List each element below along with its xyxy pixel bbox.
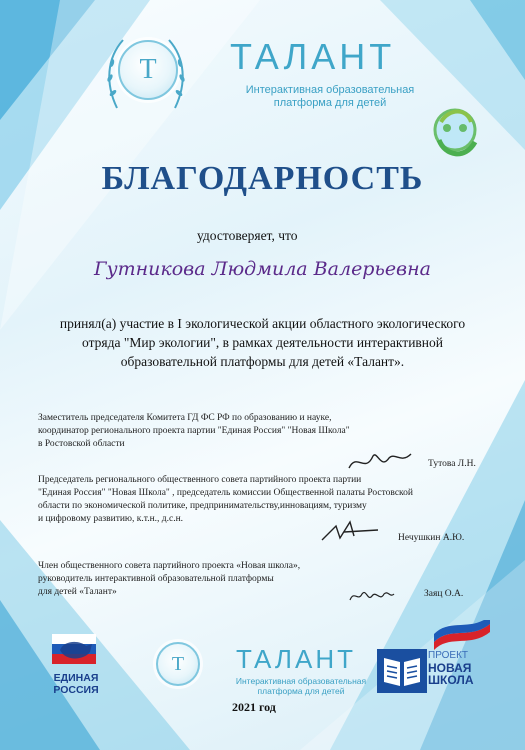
open-book-icon [376, 648, 428, 694]
year-text: 2021 год [232, 700, 276, 714]
recipient-name: Гутникова Людмила Валерьевна [94, 258, 431, 280]
brand-name-bottom: ТАЛАНТ [236, 644, 356, 674]
signatory-1-line-1: Заместитель председателя Комитета ГД ФС РФ по образованию и науке, [38, 413, 332, 423]
body-line-3: образовательной платформы для детей «Талант». [120, 354, 405, 369]
signatory-3-title [38, 560, 358, 599]
intro-text: удостоверяет, что [197, 228, 298, 243]
signature-1 [345, 448, 415, 476]
body-line-1: принял(а) участие в I экологической акции областного экологического [59, 316, 466, 331]
eco-globe-icon [425, 98, 485, 168]
signatory-2-title [38, 474, 458, 526]
signatory-1-title [38, 412, 418, 451]
brand-name: ТАЛАНТ [230, 36, 396, 77]
signatory-2-line-3: области по экономической политике, предпринимательству,инновациям, туризму [38, 501, 367, 511]
talent-logo-bottom [156, 642, 200, 686]
tagline-bottom-line-1: Интерактивная образовательная [235, 676, 367, 686]
tagline-line-1: Интерактивная образовательная [245, 84, 415, 96]
project-line-2: НОВАЯ [428, 661, 472, 675]
document-title: БЛАГОДАРНОСТЬ [101, 160, 424, 197]
tagline-bottom-line-2: платформа для детей [257, 686, 345, 696]
signatory-2-line-1: Председатель регионального общественного совета партийного проекта партии [38, 475, 362, 485]
party-line-1: ЕДИНАЯ [53, 672, 99, 684]
logo-letter-bottom: Т [171, 652, 185, 675]
project-logo-text [428, 650, 492, 686]
brand-tagline-bottom [226, 676, 376, 696]
signatory-1-name: Тутова Л.Н. [428, 459, 476, 469]
tagline-line-2: платформа для детей [273, 97, 387, 109]
signatory-3-line-1: Член общественного совета партийного проекта «Новая школа», [38, 561, 301, 571]
signature-2 [318, 516, 384, 546]
signatory-2-name: Нечушкин А.Ю. [398, 533, 465, 543]
flag-ribbon-icon [432, 620, 492, 650]
bear-flag-icon [50, 630, 100, 670]
body-text [30, 314, 495, 371]
project-line-3: ШКОЛА [428, 673, 474, 687]
body-line-2: отряда "Мир экологии", в рамках деятельности интерактивной [82, 335, 443, 350]
signatory-3-name: Заяц О.А. [424, 589, 464, 599]
party-logo-text [44, 672, 108, 696]
project-line-1: ПРОЕКТ [428, 650, 469, 661]
logo-letter: Т [139, 54, 157, 85]
signatory-3-line-3: для детей «Талант» [38, 587, 117, 597]
signatory-2-line-4: и цифровому развитию, к.т.н., д.с.н. [38, 514, 184, 524]
party-line-2: РОССИЯ [53, 684, 99, 696]
signatory-2-line-2: "Единая Россия" "Новая Школа" , председатель комиссии Общественной палаты Ростовской [38, 488, 414, 498]
signatory-3-line-2: руководитель интерактивной образовательной платформы [38, 574, 274, 584]
signatory-1-line-3: в Ростовской области [38, 439, 125, 449]
brand-tagline [230, 84, 430, 110]
signature-3 [348, 586, 396, 606]
laurel-wreath-icon [105, 28, 187, 118]
signatory-1-line-2: координатор регионального проекта партии "Единая Россия" "Новая Школа" [38, 426, 350, 436]
